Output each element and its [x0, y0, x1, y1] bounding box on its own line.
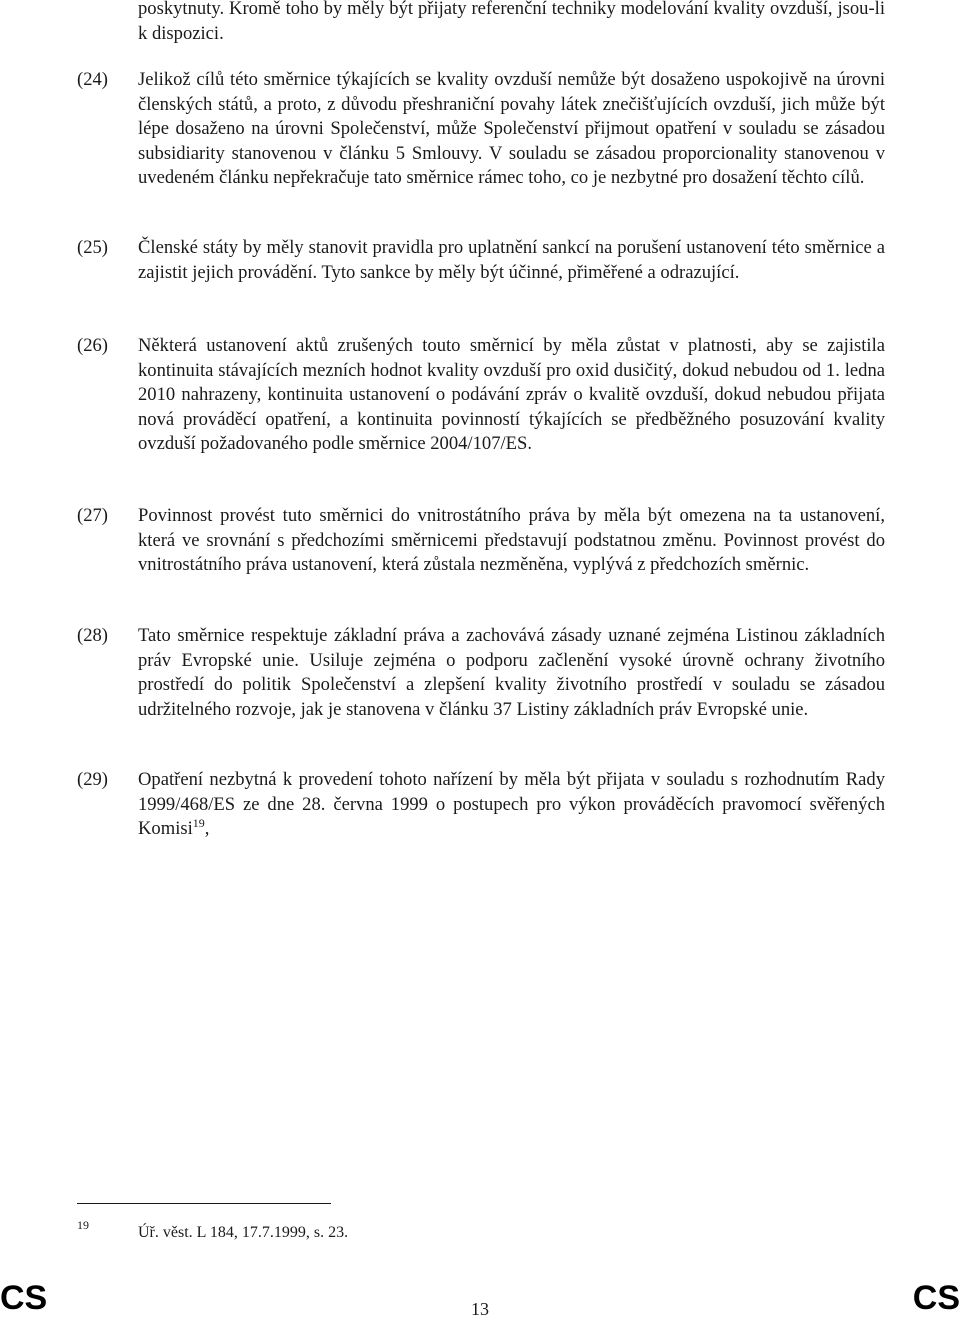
- footnote-separator: [77, 1203, 331, 1204]
- recital-text: Tato směrnice respektuje základní práva a zachovává zásady uznané zejména Listinou základních práv Evropské unie. Usiluje zejména o podporu začlenění vysoké úrovně ochrany životního prostředí do politik Společenství a zlepšení kvality životního prostředí v souladu se zásadou udržitelného rozvoje, jak je stanovena v článku 37 Listiny základních práv Evropské unie.: [138, 625, 885, 720]
- recital-text: Členské státy by měly stanovit pravidla pro uplatnění sankcí na porušení ustanovení této směrnice a zajistit jejich provádění. Tyto sankce by měly být účinné, přiměřené a odrazující.: [138, 237, 885, 283]
- recital-number: (24): [77, 69, 108, 90]
- recital-number: (29): [77, 769, 108, 790]
- recital-text: Povinnost provést tuto směrnici do vnitrostátního práva by měla být omezena na ta ustanovení, která ve srovnání s předchozími směrnicemi představují podstatnou změnu. Povinnost provést do vnitrostátního práva ustanovení, která zůstala nezměněna, vyplývá z předchozích směrnic.: [138, 505, 885, 575]
- continuation-paragraph: poskytnuty. Kromě toho by měly být přijaty referenční techniky modelování kvality ovzduší, jsou-li k dispozici.: [138, 0, 885, 44]
- recital-26: [77, 334, 885, 457]
- footer-language-right: CS: [912, 1279, 960, 1317]
- recital-number: (28): [77, 625, 108, 646]
- recital-text-body: Opatření nezbytná k provedení tohoto nařízení by měla být přijata v souladu s rozhodnutím Rady 1999/468/ES ze dne 28. června 1999 o postupech pro výkon prováděcích pravomocí svěřených Komisi: [138, 769, 885, 839]
- footnote-text: Úř. věst. L 184, 17.7.1999, s. 23.: [138, 1224, 349, 1241]
- recital-24: [77, 68, 885, 191]
- recital-25: [77, 236, 885, 285]
- recital-number: (26): [77, 335, 108, 356]
- page-number: 13: [471, 1299, 489, 1319]
- footer-language-left: CS: [0, 1279, 48, 1317]
- recital-29: [77, 768, 885, 842]
- footnote-number: 19: [77, 1218, 89, 1232]
- recital-text: Některá ustanovení aktů zrušených touto směrnicí by měla zůstat v platnosti, aby se zajistila kontinuita stávajících mezních hodnot kvality ovzduší pro oxid dusičitý, dokud nebudou od 1. ledna 2010 nahrazeny, kontinuita ustanovení o podávání zpráv o kvalitě ovzduší, dokud nebudou přijata nová prováděcí opatření, a kontinuita povinností týkajících se předběžného posuzování kvality ovzduší požadovaného podle směrnice 2004/107/ES.: [138, 335, 885, 454]
- recital-27: [77, 504, 885, 578]
- recital-number: (27): [77, 505, 108, 526]
- recital-number: (25): [77, 237, 108, 258]
- footnote-reference[interactable]: 19: [192, 815, 205, 830]
- recital-text: [138, 768, 885, 842]
- recital-28: [77, 624, 885, 722]
- recital-text: Jelikož cílů této směrnice týkajících se kvality ovzduší nemůže být dosaženo uspokojivě na úrovni členských států, a proto, z důvodu přeshraniční povahy látek znečišťujících ovzduší, jich může být lépe dosaženo na úrovni Společenství, může Společenství přijmout opatření v souladu se zásadou subsidiarity stanovenou v článku 5 Smlouvy. V souladu se zásadou proporcionality stanovenou v uvedeném článku nepřekračuje tato směrnice rámec toho, co je nezbytné pro dosažení těchto cílů.: [138, 69, 885, 188]
- recital-text-trailing: ,: [204, 818, 210, 839]
